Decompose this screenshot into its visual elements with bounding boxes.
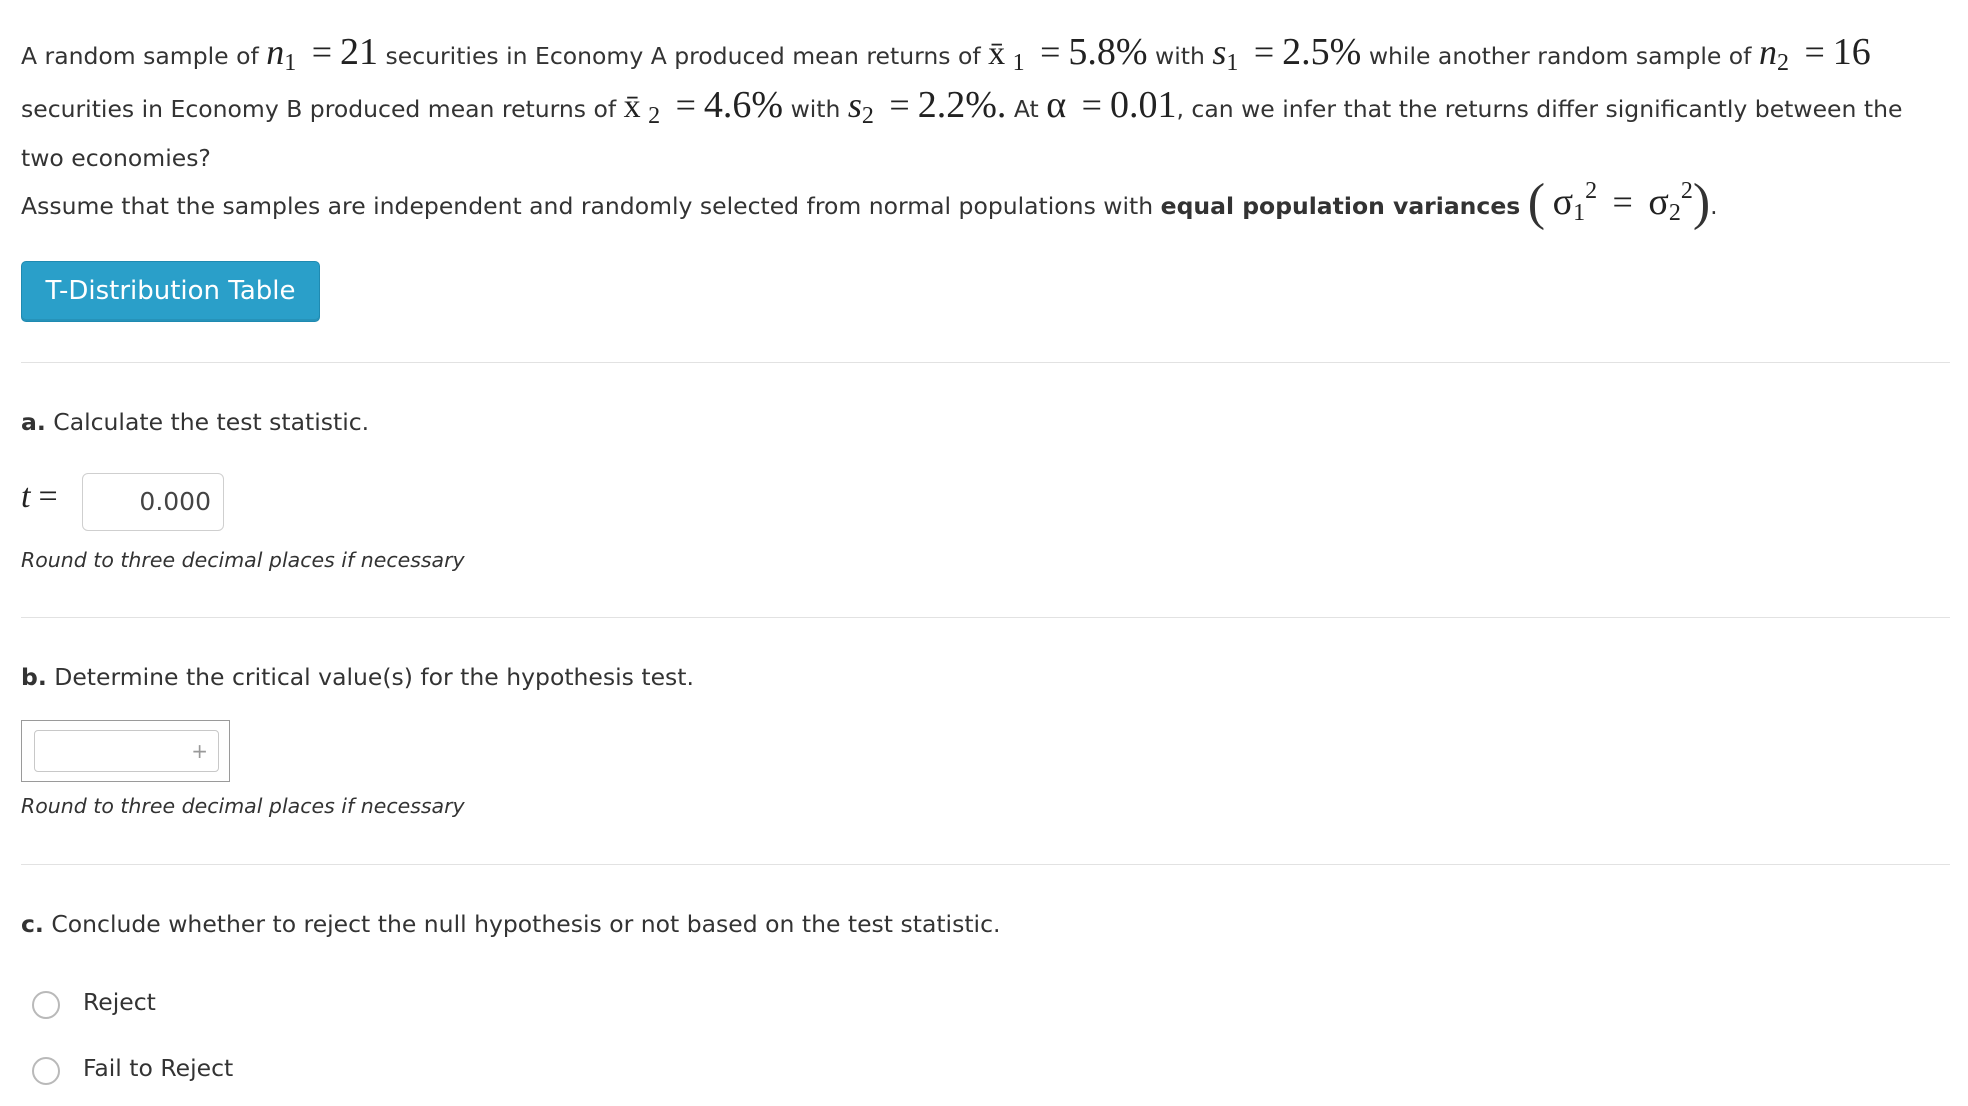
part-b-letter: b.	[21, 663, 47, 691]
equals-sign: =	[1612, 182, 1633, 222]
problem-text: while another random sample of	[1368, 42, 1752, 70]
part-b-text: Determine the critical value(s) for the hypothesis test.	[54, 663, 694, 691]
test-statistic-input[interactable]: 0.000	[82, 473, 224, 531]
problem-text: securities in Economy B produced mean returns of	[21, 95, 617, 123]
equals-sign: =	[889, 85, 910, 125]
t-symbol: t	[21, 478, 31, 515]
section-divider	[21, 617, 1950, 618]
part-b-hint: Round to three decimal places if necessary	[21, 794, 465, 818]
sigma1-superscript: 2	[1585, 178, 1598, 204]
sigma1-subscript: 1	[1573, 200, 1586, 226]
part-a-text: Calculate the test statistic.	[53, 408, 370, 436]
equals-sign: =	[311, 32, 333, 72]
s1-value: 2.5%	[1282, 31, 1362, 73]
part-b-question	[21, 663, 694, 691]
xbar1-subscript: 1	[1012, 50, 1025, 76]
n2-subscript: 2	[1776, 50, 1789, 76]
sigma1-symbol: σ	[1552, 181, 1574, 223]
problem-text: A random sample of	[21, 42, 259, 70]
problem-text: At	[1013, 95, 1039, 123]
alpha-value: 0.01	[1109, 84, 1177, 126]
s2-subscript: 2	[861, 103, 874, 129]
part-a-question	[21, 408, 369, 436]
t-distribution-table-button[interactable]: T-Distribution Table	[21, 261, 320, 322]
xbar1-value: 5.8%	[1068, 31, 1148, 73]
problem-text: securities in Economy A produced mean returns of	[385, 42, 981, 70]
assumption-statement	[21, 174, 1950, 231]
sigma2-symbol: σ	[1648, 181, 1669, 223]
problem-statement	[21, 28, 1950, 182]
equals-sign: =	[1081, 85, 1102, 125]
part-a-hint: Round to three decimal places if necessary	[21, 548, 465, 572]
t-statistic-label	[21, 478, 58, 516]
assumption-bold-text: equal population variances	[1160, 192, 1521, 220]
alpha-symbol: α	[1046, 84, 1067, 126]
equals-sign: =	[675, 85, 696, 125]
radio-button[interactable]	[32, 991, 60, 1019]
n2-symbol: n	[1758, 32, 1777, 72]
s2-symbol: s	[847, 85, 862, 125]
equals-sign: =	[38, 478, 58, 515]
xbar2-symbol: x̄	[623, 88, 641, 125]
problem-text: with	[790, 95, 841, 123]
part-c-text: Conclude whether to reject the null hypothesis or not based on the test statistic.	[51, 910, 1001, 938]
s2-value: 2.2%.	[917, 84, 1007, 126]
xbar2-value: 4.6%	[703, 84, 784, 126]
part-c-letter: c.	[21, 910, 44, 938]
close-paren: )	[1692, 174, 1711, 231]
radio-button[interactable]	[32, 1057, 60, 1085]
equals-sign: =	[1253, 32, 1275, 72]
problem-text: with	[1155, 42, 1205, 70]
period: .	[1710, 192, 1718, 220]
sigma2-superscript: 2	[1680, 178, 1693, 204]
problem-text: , can we infer that the returns differ significantly between the two economies?	[21, 95, 1903, 172]
xbar2-subscript: 2	[648, 103, 661, 129]
n1-symbol: n	[266, 32, 285, 72]
sigma2-subscript: 2	[1668, 200, 1681, 226]
option-label[interactable]: Reject	[83, 988, 156, 1016]
n1-subscript: 1	[284, 50, 297, 76]
assumption-text: Assume that the samples are independent and randomly selected from normal populations with	[21, 192, 1154, 220]
part-a-letter: a.	[21, 408, 46, 436]
option-label[interactable]: Fail to Reject	[83, 1054, 234, 1082]
section-divider	[21, 362, 1950, 363]
s1-symbol: s	[1212, 32, 1227, 72]
part-c-question	[21, 910, 1000, 938]
add-value-icon[interactable]: +	[191, 739, 208, 763]
section-divider	[21, 864, 1950, 865]
critical-value-container	[21, 720, 230, 782]
open-paren: (	[1527, 174, 1546, 231]
s1-subscript: 1	[1226, 50, 1239, 76]
xbar1-symbol: x̄	[988, 35, 1006, 72]
equals-sign: =	[1040, 32, 1061, 72]
n2-value: 16	[1832, 31, 1871, 73]
n1-value: 21	[340, 31, 379, 73]
equals-sign: =	[1804, 32, 1825, 72]
critical-value-input[interactable]	[34, 730, 219, 772]
